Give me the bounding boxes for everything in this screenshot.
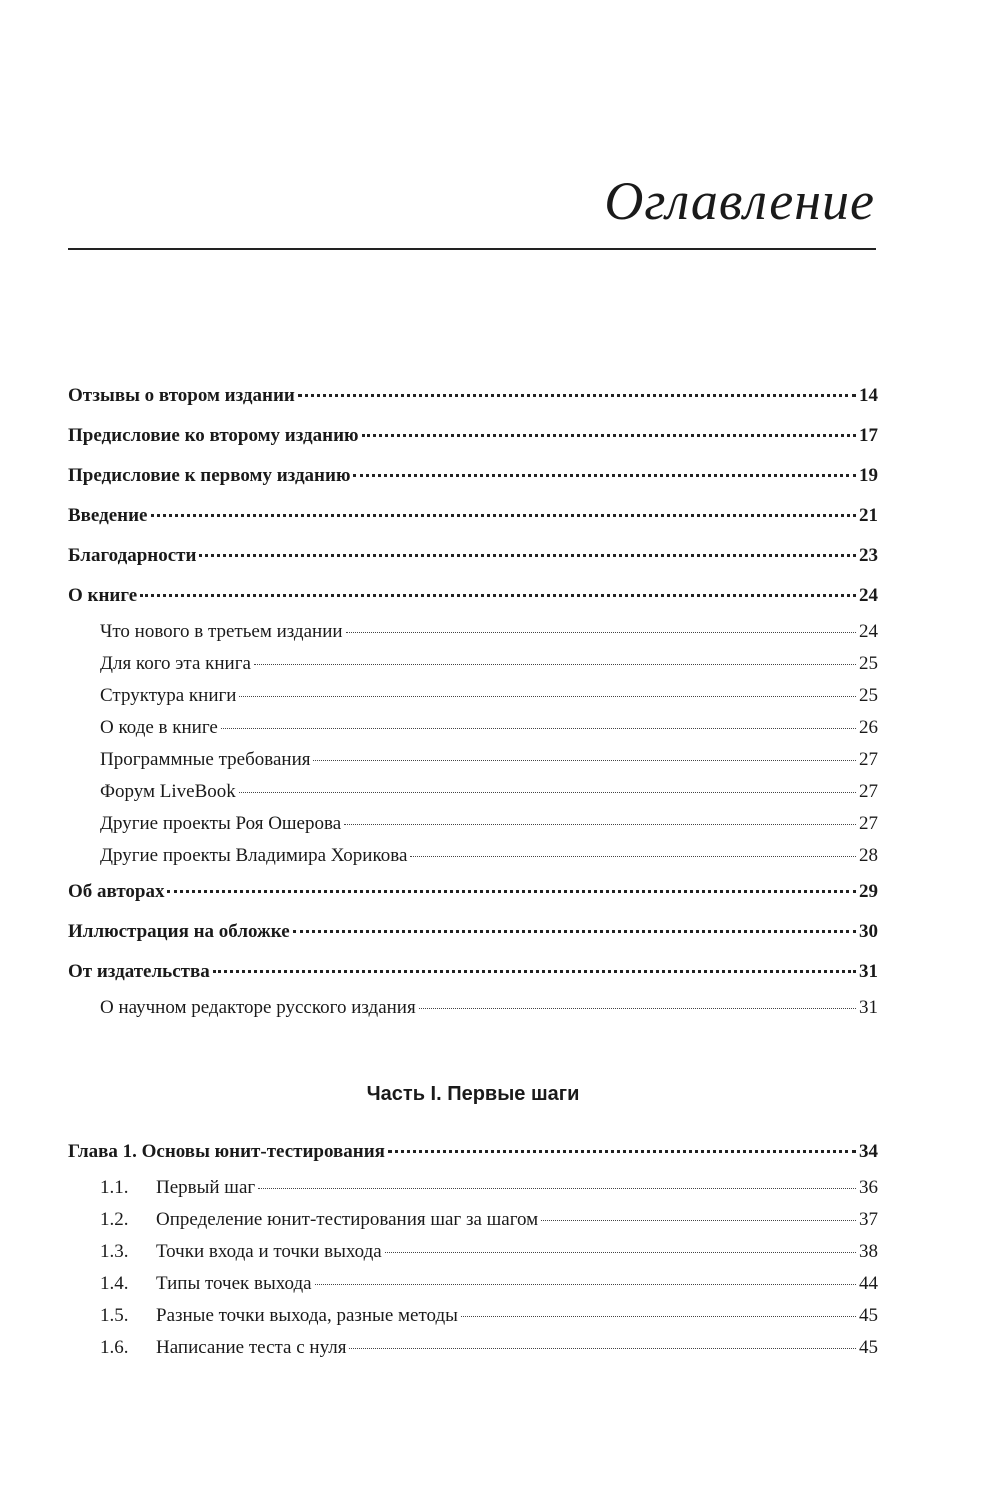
- section-entry[interactable]: [68, 1268, 878, 1300]
- table-of-contents: [68, 376, 878, 1364]
- section-number: 1.1.: [100, 1177, 129, 1198]
- leader-dots: [213, 970, 856, 973]
- section-title: Точки входа и точки выхода: [156, 1241, 382, 1262]
- section-title: Разные точки выхода, разные методы: [156, 1305, 458, 1326]
- leader-dots: [293, 930, 856, 933]
- toc-entry[interactable]: [68, 952, 878, 992]
- entry-title: Благодарности: [68, 545, 197, 566]
- leader-dots: [541, 1220, 856, 1221]
- entry-page: 31: [859, 961, 878, 982]
- section-number: 1.3.: [100, 1241, 129, 1262]
- leader-dots: [254, 664, 856, 665]
- entry-title: Отзывы о втором издании: [68, 385, 295, 406]
- section-label: [100, 1332, 346, 1364]
- toc-entry[interactable]: [68, 416, 878, 456]
- leader-dots: [239, 792, 856, 793]
- section-entry[interactable]: [68, 1204, 878, 1236]
- section-page: 38: [859, 1241, 878, 1262]
- front-matter-list: [68, 376, 878, 1024]
- section-page: 37: [859, 1209, 878, 1230]
- toc-subentry[interactable]: [68, 808, 878, 840]
- toc-entry[interactable]: [68, 912, 878, 952]
- section-title: Типы точек выхода: [156, 1273, 312, 1294]
- section-page: 45: [859, 1305, 878, 1326]
- section-number: 1.6.: [100, 1337, 129, 1358]
- entry-page: 24: [859, 621, 878, 642]
- entry-title: Об авторах: [68, 881, 165, 902]
- entry-title: Иллюстрация на обложке: [68, 921, 290, 942]
- toc-subentry[interactable]: [68, 992, 878, 1024]
- toc-entry[interactable]: [68, 376, 878, 416]
- toc-entry[interactable]: [68, 496, 878, 536]
- section-page: 45: [859, 1337, 878, 1358]
- heading-rule: [68, 248, 876, 250]
- section-title: Написание теста с нуля: [156, 1337, 347, 1358]
- section-page: 44: [859, 1273, 878, 1294]
- entry-page: 25: [859, 653, 878, 674]
- entry-page: 27: [859, 813, 878, 834]
- leader-dots: [346, 632, 856, 633]
- leader-dots: [410, 856, 856, 857]
- section-entry[interactable]: [68, 1332, 878, 1364]
- entry-page: 19: [859, 465, 878, 486]
- entry-title: Другие проекты Владимира Хорикова: [100, 845, 408, 866]
- leader-dots: [239, 696, 856, 697]
- entry-page: 21: [859, 505, 878, 526]
- entry-title: Предисловие к первому изданию: [68, 465, 351, 486]
- part-contents: [68, 1132, 878, 1364]
- entry-page: 31: [859, 997, 878, 1018]
- toc-entry[interactable]: [68, 872, 878, 912]
- entry-page: 25: [859, 685, 878, 706]
- entry-title: Что нового в третьем издании: [100, 621, 343, 642]
- section-number: 1.5.: [100, 1305, 129, 1326]
- toc-entry[interactable]: [68, 456, 878, 496]
- section-entry[interactable]: [68, 1172, 878, 1204]
- section-entry[interactable]: [68, 1300, 878, 1332]
- section-number: 1.4.: [100, 1273, 129, 1294]
- entry-title: От издательства: [68, 961, 210, 982]
- toc-subentry[interactable]: [68, 840, 878, 872]
- toc-subentry[interactable]: [68, 680, 878, 712]
- entry-page: 23: [859, 545, 878, 566]
- toc-subentry[interactable]: [68, 744, 878, 776]
- toc-subentry[interactable]: [68, 616, 878, 648]
- section-label: [100, 1236, 382, 1268]
- leader-dots: [151, 514, 857, 517]
- section-entry[interactable]: [68, 1236, 878, 1268]
- toc-subentry[interactable]: [68, 776, 878, 808]
- entry-title: Для кого эта книга: [100, 653, 251, 674]
- entry-title: Форум LiveBook: [100, 781, 236, 802]
- entry-page: 29: [859, 881, 878, 902]
- page-heading: Оглавление: [604, 171, 875, 231]
- leader-dots: [315, 1284, 856, 1285]
- entry-title: О научном редакторе русского издания: [100, 997, 416, 1018]
- section-number: 1.2.: [100, 1209, 129, 1230]
- entry-page: 14: [859, 385, 878, 406]
- leader-dots: [349, 1348, 856, 1349]
- leader-dots: [221, 728, 856, 729]
- toc-subentry[interactable]: [68, 648, 878, 680]
- chapter-title: Глава 1. Основы юнит-тестирования: [68, 1141, 385, 1162]
- entry-title: Введение: [68, 505, 148, 526]
- entry-page: 30: [859, 921, 878, 942]
- leader-dots: [140, 594, 856, 597]
- entry-page: 28: [859, 845, 878, 866]
- toc-entry[interactable]: [68, 576, 878, 616]
- leader-dots: [344, 824, 856, 825]
- entry-title: Другие проекты Роя Ошерова: [100, 813, 342, 834]
- entry-page: 27: [859, 749, 878, 770]
- leader-dots: [258, 1188, 856, 1189]
- entry-title: О книге: [68, 585, 138, 606]
- entry-title: О коде в книге: [100, 717, 218, 738]
- toc-entry[interactable]: [68, 536, 878, 576]
- leader-dots: [167, 890, 856, 893]
- entry-title: Структура книги: [100, 685, 237, 706]
- section-label: [100, 1172, 255, 1204]
- section-label: [100, 1300, 458, 1332]
- leader-dots: [419, 1008, 856, 1009]
- chapter-page: 34: [859, 1141, 878, 1162]
- toc-subentry[interactable]: [68, 712, 878, 744]
- leader-dots: [199, 554, 856, 557]
- section-list: [68, 1172, 878, 1364]
- entry-page: 24: [859, 585, 878, 606]
- leader-dots: [388, 1150, 856, 1153]
- section-title: Первый шаг: [156, 1177, 256, 1198]
- section-page: 36: [859, 1177, 878, 1198]
- entry-page: 26: [859, 717, 878, 738]
- leader-dots: [298, 394, 856, 397]
- section-label: [100, 1204, 538, 1236]
- entry-page: 27: [859, 781, 878, 802]
- part-title: Часть I. Первые шаги: [366, 1083, 580, 1105]
- section-label: [100, 1268, 312, 1300]
- entry-title: Программные требования: [100, 749, 311, 770]
- leader-dots: [385, 1252, 856, 1253]
- entry-page: 17: [859, 425, 878, 446]
- leader-dots: [353, 474, 856, 477]
- leader-dots: [313, 760, 856, 761]
- leader-dots: [461, 1316, 856, 1317]
- section-title: Определение юнит-тестирования шаг за шагом: [156, 1209, 539, 1230]
- entry-title: Предисловие ко второму изданию: [68, 425, 359, 446]
- chapter-entry[interactable]: [68, 1132, 878, 1172]
- leader-dots: [362, 434, 856, 437]
